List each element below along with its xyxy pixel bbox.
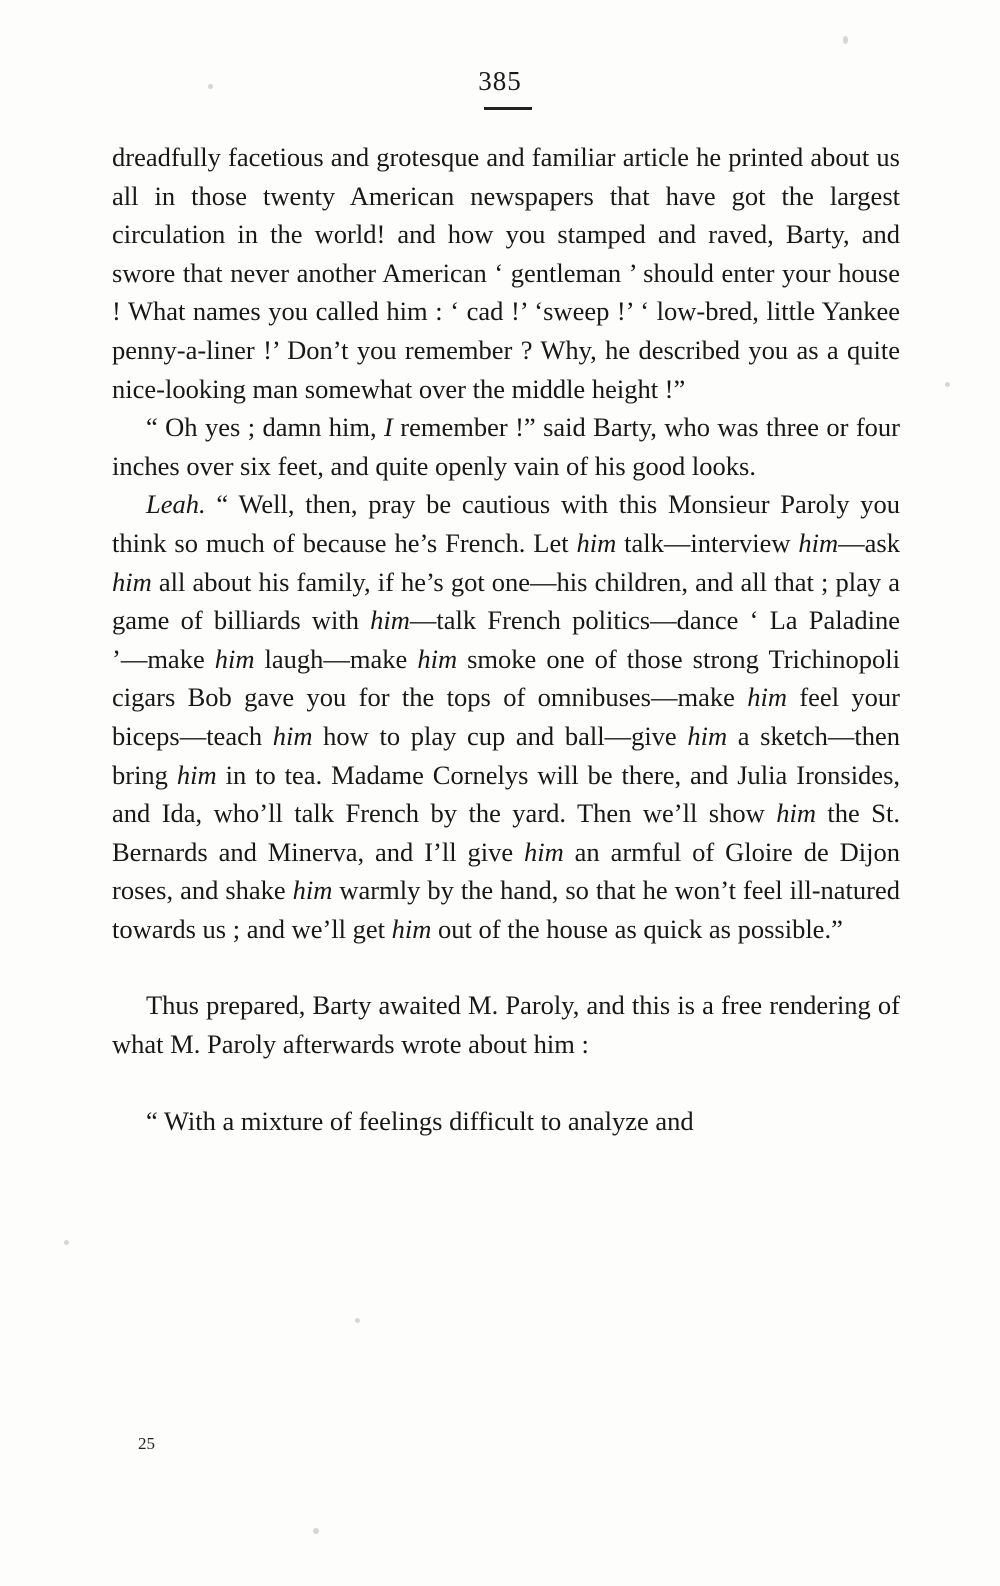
paragraph-4: Thus prepared, Barty awaited M. Paroly, and this is a free rendering of what M. Paroly afterwards wrote about him : [112, 990, 900, 1060]
paragraph-2: “ Oh yes ; damn him, I remember !” said Barty, who was three or four inches over six feet, and quite openly vain of his good looks. [112, 412, 901, 481]
page-speck [208, 84, 213, 89]
page-speck [843, 36, 848, 44]
page-speck [355, 1318, 360, 1323]
body-text-column [112, 138, 900, 1140]
signature-mark: 25 [138, 1434, 155, 1453]
paragraph-3: Leah. “ Well, then, pray be cautious with this Monsieur Paroly you think so much of because he’s French. Let him talk—interview him—ask him all about his family, if he’s got one—his children, and all that ; play a game of billiards with him—talk French politics—dance ‘ La Paladine ’—make him laugh—make him smoke one of those strong Trichinopoli cigars Bob gave you for the tops of omnibuses—make him feel your biceps—teach him how to play cup and ball—give him a sketch—then bring him in to tea. Madame Cornelys will be there, and Julia Ironsides, and Ida, who’ll talk French by the yard. Then we’ll show him the St. Bernards and Minerva, and I’ll give him an armful of Gloire de Dijon roses, and shake him warmly by the hand, so that he won’t feel ill-natured towards us ; and we’ll get him out of the house as quick as possible.” [112, 489, 901, 944]
page-number: 385 [478, 66, 522, 96]
header-rule [484, 107, 532, 110]
paragraph-5: “ With a mixture of feelings difficult to analyze and [146, 1105, 694, 1136]
page-speck [313, 1528, 319, 1534]
page-speck [64, 1240, 69, 1245]
page-speck [945, 382, 950, 387]
paragraph-1: dreadfully facetious and grotesque and familiar article he printed about us all in those twenty American newspapers that have got the largest circulation in the world! and how you stamped and raved, Barty, and swore that never another American ‘ gentleman ’ should enter your house ! What names you called him : ‘ cad !’ ‘sweep !’ ‘ low-bred, little Yankee penny-a-liner !’ Don’t you remember ? Why, he described you as a quite nice-looking man somewhat over the middle height !” [112, 142, 900, 404]
